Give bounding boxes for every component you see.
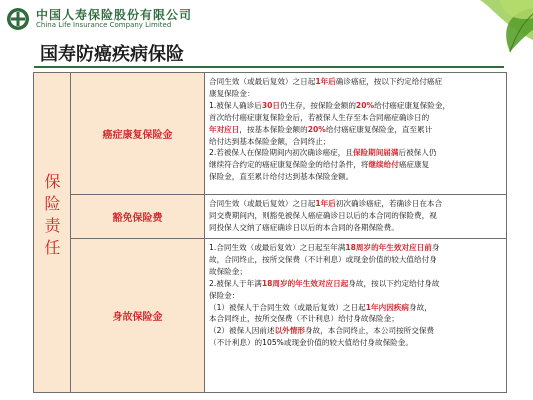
highlighted-text: 1年内因疾病 bbox=[365, 302, 409, 312]
row-label-cell bbox=[71, 239, 205, 392]
content-line bbox=[209, 266, 502, 278]
highlighted-text: 以外情形 bbox=[274, 326, 305, 336]
section-cell bbox=[34, 73, 71, 392]
highlighted-text: 30日 bbox=[261, 100, 280, 110]
row-content-death-benefit bbox=[205, 239, 506, 392]
content-text: 合同生效（或最后复效）之日起 bbox=[209, 199, 316, 208]
highlighted-text: 20% bbox=[307, 124, 326, 134]
content-text: 本合同终止，按所交保费（不计利息）给付身故保险金； bbox=[209, 314, 399, 324]
section-label bbox=[34, 171, 71, 259]
content-line bbox=[209, 313, 502, 325]
content-text: 癌症康复 bbox=[398, 160, 430, 170]
content-text: 1.被保人确诊后 bbox=[209, 100, 262, 110]
content-text: 继续符合约定的癌症康复保险金的给付条件，将 bbox=[209, 160, 369, 170]
highlighted-text: 保险期间届满 bbox=[352, 148, 399, 158]
content-line bbox=[209, 159, 502, 171]
content-line bbox=[209, 254, 502, 266]
row-label-cancer-recovery: 癌症康复保险金 bbox=[102, 130, 173, 141]
content-line bbox=[209, 222, 502, 234]
highlighted-text: 18周岁的年生效对应日前 bbox=[345, 243, 432, 252]
section-label-char: 任 bbox=[44, 238, 61, 257]
content-line bbox=[209, 278, 502, 290]
content-text: 1.合同生效（或最后复效）之日起至年满 bbox=[209, 243, 346, 252]
content-text: 给付癌症康复保险金，直至累计 bbox=[325, 124, 433, 134]
content-line bbox=[209, 210, 502, 222]
content-line bbox=[209, 337, 502, 349]
content-line bbox=[209, 171, 502, 183]
content-text: 保险金，直至累计给付达到基本保险金额。 bbox=[209, 172, 354, 182]
content-text: （1）被保人于合同生效（或最后复效）之日起 bbox=[209, 302, 366, 312]
content-text: 身故，按以下约定给付身故 bbox=[348, 278, 440, 288]
content-text: （2）被保人因前述 bbox=[209, 326, 275, 336]
coverage-table bbox=[33, 72, 507, 393]
header-bar bbox=[0, 0, 533, 44]
content-line bbox=[209, 112, 502, 124]
highlighted-text: 继续给付 bbox=[368, 160, 399, 170]
company-name-en: China Life Insurance Company Limited bbox=[36, 21, 172, 29]
highlighted-text: 1年后 bbox=[315, 77, 336, 86]
content-line bbox=[209, 325, 502, 337]
content-line bbox=[209, 198, 502, 210]
content-line bbox=[209, 76, 502, 88]
content-text: 后被保人仍 bbox=[398, 148, 437, 158]
content-text: 保险金： bbox=[209, 290, 240, 300]
row-label-death-benefit: 身故保险金 bbox=[112, 312, 163, 323]
content-text: 2.若被保人在保险期间内初次确诊癌症，且 bbox=[209, 148, 353, 158]
section-label-char: 保 bbox=[44, 172, 61, 191]
content-line bbox=[209, 88, 502, 100]
row-content-cancer-recovery bbox=[205, 73, 506, 195]
content-text: 同交费期间内，则豁免被保人癌症确诊日以后的本合同的保险费，视 bbox=[209, 210, 437, 220]
content-line bbox=[209, 136, 502, 148]
row-content-premium-waiver bbox=[205, 195, 506, 239]
content-text: 康复保险金： bbox=[209, 88, 255, 98]
content-text: 仍生存，按保险金额的 bbox=[279, 100, 356, 110]
content-text: （不计利息）的105%或现金价值的较大值给付身故保险金。 bbox=[209, 338, 413, 348]
highlighted-text: 18周岁的年生效对应日起 bbox=[261, 278, 349, 288]
content-text: 同投保人交纳了癌症确诊日以后的本合同的各期保险费。 bbox=[209, 222, 399, 232]
highlighted-text: 年对应日 bbox=[209, 124, 240, 134]
company-name-cn: 中国人寿保险股份有限公司 bbox=[36, 8, 193, 22]
content-text: 确诊癌症，按以下约定给付癌症 bbox=[335, 77, 443, 86]
section-label-char: 险 bbox=[44, 194, 61, 213]
row-label-cell bbox=[71, 73, 205, 195]
content-line bbox=[209, 147, 502, 159]
highlighted-text: 20% bbox=[355, 100, 375, 110]
content-text: 故，合同终止，按所交保费（不计利息）或现金价值的较大值给付身 bbox=[209, 254, 437, 264]
content-line bbox=[209, 302, 502, 314]
highlighted-text: 1年后 bbox=[315, 199, 336, 208]
section-label-char: 责 bbox=[44, 216, 61, 235]
content-text: 身 bbox=[431, 243, 440, 252]
content-line bbox=[209, 290, 502, 302]
content-text: 给付癌症康复保险金， bbox=[374, 100, 451, 110]
content-text: 初次确诊癌症，若确诊日在本合 bbox=[335, 199, 443, 208]
content-text: ，按基本保险金额的 bbox=[239, 124, 308, 134]
page-title: 国寿防癌疾病保险 bbox=[40, 44, 184, 65]
content-text: 身故， bbox=[408, 302, 432, 312]
content-line bbox=[209, 124, 502, 136]
content-line bbox=[209, 242, 502, 254]
content-text: 给付达到基本保险金额，合同终止； bbox=[209, 136, 331, 146]
content-text: 合同生效（或最后复效）之日起 bbox=[209, 77, 316, 86]
china-life-logo-icon bbox=[6, 7, 30, 31]
content-text: 首次给付癌症康复保险金后，若被保人生存至本合同癌症确诊日的 bbox=[209, 112, 430, 122]
content-line bbox=[209, 100, 502, 112]
content-text: 故保险金； bbox=[209, 266, 247, 276]
row-label-cell bbox=[71, 195, 205, 239]
row-label-premium-waiver: 豁免保险费 bbox=[112, 213, 163, 224]
content-text: 身故，本合同终止，本公司按所交保费 bbox=[304, 326, 435, 336]
content-text: 2.被保人于年满 bbox=[209, 278, 262, 288]
title-bar bbox=[34, 40, 504, 68]
